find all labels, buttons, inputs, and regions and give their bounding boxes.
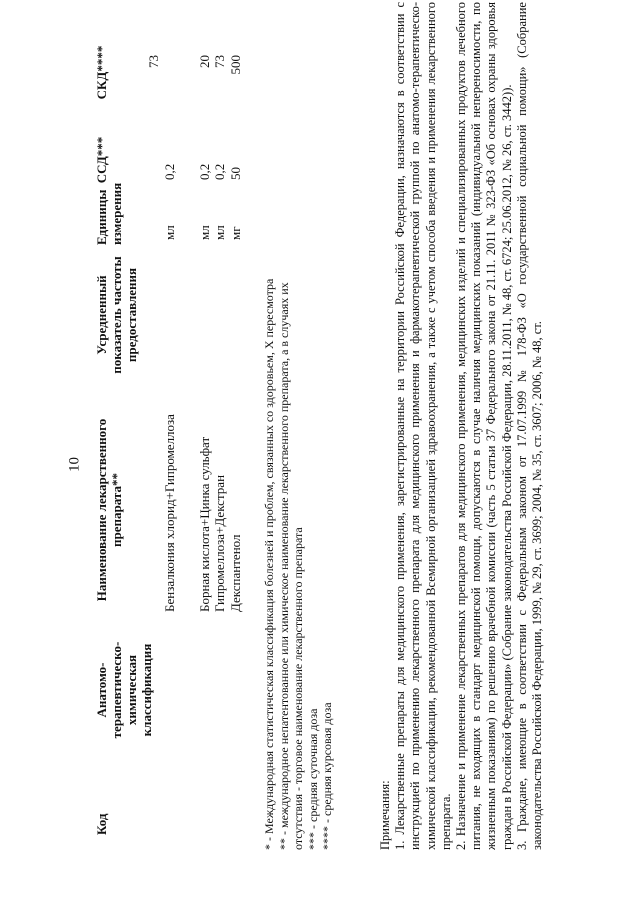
ssd-value: 0,2: [212, 163, 227, 180]
header-unit: Единицы измерения: [94, 182, 124, 245]
note-item: 3. Граждане, имеющие в соответствии с Федеральным законом от 17.07.1999 № 178-ФЗ «О государственной социальной помощи» (Собрание законодательства Российской Федерации, 1999, № 29, ст. 3699; 2004, № 35, ст. 3607; 2006, № 48, ст.: [514, 2, 545, 850]
header-code: Код: [94, 813, 109, 835]
footnote: ** - международное непатентованное или химическое наименование лекарственного препарата, а в случаях их: [276, 282, 291, 850]
footnote: * - Международная статистическая классификация болезней и проблем, связанных со здоровьем, X пересмотра: [262, 278, 276, 850]
unit-value: мл: [212, 225, 227, 240]
header-ssd: ССД***: [94, 136, 109, 184]
skd-value: 20: [197, 55, 212, 68]
drug-name: Борная кислота+Цинка сульфат: [197, 436, 212, 612]
ssd-value: 50: [228, 167, 243, 180]
notes-title: Примечания:: [378, 780, 392, 850]
drug-name: Декспантенол: [228, 534, 243, 612]
footnote: *** - средняя суточная доза: [305, 708, 320, 850]
footnote: отсутствия - торговое наименование лекарственного препарата: [291, 527, 305, 850]
skd-value: 500: [228, 55, 243, 75]
drug-name: Бензалкония хлорид+Гипромеллоза: [162, 414, 177, 612]
ssd-value: 0,2: [197, 163, 212, 180]
drug-name: Гипромеллоза+Декстран: [212, 474, 227, 612]
unit-value: мл: [197, 225, 212, 240]
notes-section: [378, 2, 545, 850]
page-number: 10: [66, 457, 83, 472]
footnote: **** - средняя курсовая доза: [320, 702, 334, 850]
skd-value: 73: [212, 55, 227, 68]
ssd-value: 0,2: [162, 163, 177, 180]
header-skd: СКД****: [94, 45, 109, 100]
footnotes: [262, 10, 335, 850]
skd-value: 73: [146, 55, 161, 68]
unit-value: мл: [162, 225, 177, 240]
header-drug-name: Наименование лекарственного препарата**: [94, 418, 124, 602]
header-avg-frequency: Усредненный показатель частоты предоставления: [94, 256, 139, 374]
unit-value: мг: [228, 226, 243, 240]
header-atc-classification: Анатомо-терапевтическо-химическая классификация: [94, 641, 154, 739]
note-item: 1. Лекарственные препараты для медицинского применения, зарегистрированные на территории Российской Федерации, назначаются в соответствии с инструкцией по применению лекарственного препарата для медицинского применения и фармакотерапевтической группой по анатомо-терапевтическо-химической классификации, рекомендованной Всемирной организацией здравоохранения, а также с учетом способа введения и применения лекарственного препарата.: [393, 2, 453, 850]
note-item: 2. Назначение и применение лекарственных препаратов для медицинского применения, медицинских изделий и специализированных продуктов лечебного питания, не входящих в стандарт медицинской помощи, допускаются в случае наличия медицинских показаний (индивидуальной непереносимости, по жизненным показаниям) по решению врачебной комиссии (часть 5 статьи 37 Федерального закона от 21.11. 2011 № 323-ФЗ «Об основах охраны здоровья граждан в Российской Федерации» (Собрание законодательства Российской Федерации, 28.11.2011, № 48, ст. 6724; 25.06.2012, № 26, ст. 3442)).: [454, 2, 514, 850]
